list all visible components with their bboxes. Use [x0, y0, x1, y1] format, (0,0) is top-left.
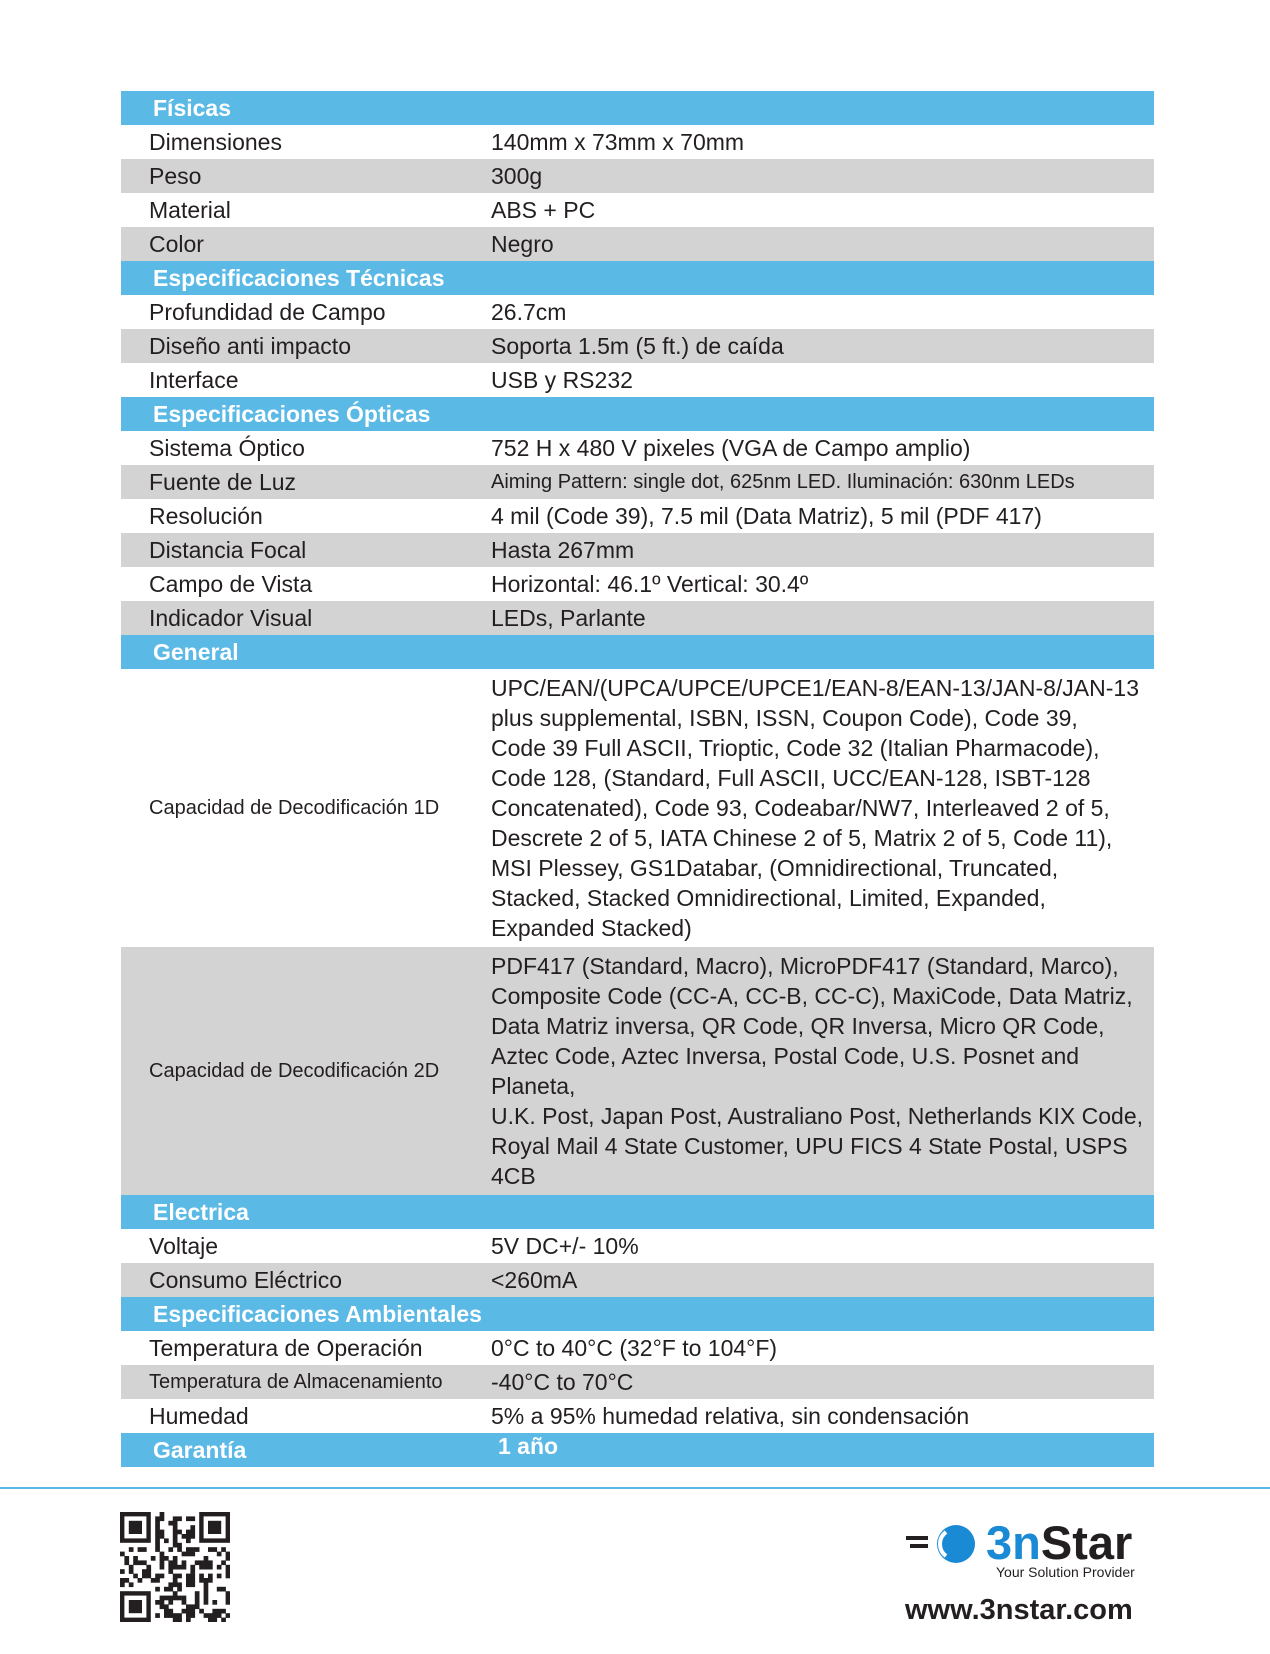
spec-row [121, 295, 1154, 329]
brand-logo [906, 1504, 1156, 1589]
footer-divider [0, 1487, 1270, 1489]
spec-label: Diseño anti impacto [149, 333, 351, 359]
section-value: 1 año [498, 1433, 559, 1459]
spec-value-line: Composite Code (CC-A, CC-B, CC-C), MaxiCode, Data Matriz, [491, 983, 1133, 1009]
spec-value-line: Descrete 2 of 5, IATA Chinese 2 of 5, Matrix 2 of 5, Code 11), [491, 825, 1113, 851]
brand-mark-icon [906, 1512, 975, 1576]
spec-value: 26.7cm [491, 299, 567, 325]
spec-value: 140mm x 73mm x 70mm [491, 129, 745, 155]
spec-value [471, 669, 1154, 947]
spec-value-line: Code 39 Full ASCII, Trioptic, Code 32 (Italian Pharmacode), [491, 735, 1100, 761]
spec-row [121, 193, 1154, 227]
spec-value-line: plus supplemental, ISBN, ISSN, Coupon Code), Code 39, [491, 705, 1078, 731]
spec-value: Hasta 267mm [491, 537, 635, 563]
spec-label: Resolución [149, 503, 263, 529]
section-header-fisicas [121, 91, 1154, 125]
spec-row [121, 1331, 1154, 1365]
section-title: Garantía [153, 1437, 247, 1463]
section-header-general [121, 635, 1154, 669]
spec-row [121, 601, 1154, 635]
spec-label: Voltaje [149, 1233, 219, 1259]
spec-value [471, 947, 1154, 1195]
spec-value: 752 H x 480 V pixeles (VGA de Campo amplio) [491, 435, 971, 461]
section-header-electrica [121, 1195, 1154, 1229]
spec-value: 5V DC+/- 10% [491, 1233, 639, 1259]
section-title: General [153, 639, 239, 665]
spec-value: Negro [491, 231, 554, 257]
spec-label: Color [149, 231, 204, 257]
section-title: Especificaciones Ambientales [153, 1301, 482, 1327]
spec-value-line: Expanded Stacked) [491, 915, 692, 941]
spec-label: Sistema Óptico [149, 435, 305, 461]
section-title: Físicas [153, 95, 231, 121]
spec-value-line: Code 128, (Standard, Full ASCII, UCC/EAN-128, ISBT-128 [491, 765, 1091, 791]
spec-value-line: Concatenated), Code 93, Codeabar/NW7, Interleaved 2 of 5, [491, 795, 1110, 821]
spec-value-line: MSI Plessey, GS1Databar, (Omnidirectional, Truncated, [491, 855, 1059, 881]
spec-row [121, 533, 1154, 567]
spec-row [121, 159, 1154, 193]
spec-row [121, 1399, 1154, 1433]
spec-table [121, 91, 1154, 1467]
spec-value: <260mA [491, 1267, 578, 1293]
section-header-especificaciones-ambientales [121, 1297, 1154, 1331]
spec-label: Consumo Eléctrico [149, 1267, 343, 1293]
spec-row [121, 431, 1154, 465]
spec-label: Campo de Vista [149, 571, 313, 597]
section-header-especificaciones-tecnicas [121, 261, 1154, 295]
spec-value-line: PDF417 (Standard, Macro), MicroPDF417 (Standard, Marco), [491, 953, 1119, 979]
spec-row [121, 465, 1154, 499]
spec-label: Profundidad de Campo [149, 299, 386, 325]
section-title: Especificaciones Técnicas [153, 265, 445, 291]
spec-value: 300g [491, 163, 543, 189]
spec-label: Fuente de Luz [149, 469, 297, 495]
spec-value-line: Data Matriz inversa, QR Code, QR Inversa, Micro QR Code, [491, 1013, 1105, 1039]
spec-label: Distancia Focal [149, 537, 307, 563]
spec-label: Material [149, 197, 231, 223]
spec-row [121, 947, 1154, 1195]
brand-tagline: Your Solution Provider [996, 1564, 1135, 1580]
spec-value-line: UPC/EAN/(UPCA/UPCE/UPCE1/EAN-8/EAN-13/JAN-8/JAN-13 [491, 675, 1139, 701]
spec-value: -40°C to 70°C [491, 1369, 634, 1395]
spec-label: Humedad [149, 1403, 249, 1429]
spec-value: Aiming Pattern: single dot, 625nm LED. Iluminación: 630nm LEDs [491, 471, 1075, 493]
svg-text:3nStar: 3nStar [986, 1516, 1133, 1569]
spec-row [121, 227, 1154, 261]
spec-value: Horizontal: 46.1º Vertical: 30.4º [491, 571, 809, 597]
spec-row [121, 567, 1154, 601]
spec-label: Indicador Visual [149, 605, 313, 631]
spec-row [121, 669, 1154, 947]
section-header-especificaciones-opticas [121, 397, 1154, 431]
spec-value: 0°C to 40°C (32°F to 104°F) [491, 1335, 778, 1361]
spec-value: 5% a 95% humedad relativa, sin condensación [491, 1403, 970, 1429]
spec-row [121, 1365, 1154, 1399]
spec-row [121, 499, 1154, 533]
qr-code-icon [120, 1512, 230, 1627]
spec-label: Capacidad de Decodificación 1D [149, 797, 440, 819]
spec-row [121, 1229, 1154, 1263]
brand-name: 3nStar [906, 1504, 909, 1505]
spec-value-line: Stacked, Stacked Omnidirectional, Limited, Expanded, [491, 885, 1046, 911]
spec-label: Interface [149, 367, 239, 393]
website-url[interactable]: www.3nstar.com [905, 1594, 1133, 1626]
section-title: Electrica [153, 1199, 249, 1225]
spec-value: ABS + PC [491, 197, 596, 223]
spec-row [121, 125, 1154, 159]
spec-value-line: U.K. Post, Japan Post, Australiano Post, Netherlands KIX Code, [491, 1103, 1144, 1129]
spec-row [121, 1263, 1154, 1297]
spec-label: Temperatura de Almacenamiento [149, 1371, 443, 1393]
section-header-garantia [121, 1433, 1154, 1467]
spec-row [121, 329, 1154, 363]
spec-value-line: Aztec Code, Aztec Inversa, Postal Code, U.S. Posnet and Planeta, [491, 1043, 1080, 1099]
spec-value: 4 mil (Code 39), 7.5 mil (Data Matriz), 5 mil (PDF 417) [491, 503, 1042, 529]
spec-value: LEDs, Parlante [491, 605, 646, 631]
spec-label: Peso [149, 163, 202, 189]
spec-row [121, 363, 1154, 397]
spec-value: Soporta 1.5m (5 ft.) de caída [491, 333, 784, 359]
spec-label: Capacidad de Decodificación 2D [149, 1060, 440, 1082]
spec-label: Temperatura de Operación [149, 1335, 423, 1361]
spec-value-line: Royal Mail 4 State Customer, UPU FICS 4 State Postal, USPS 4CB [491, 1133, 1128, 1189]
spec-value: USB y RS232 [491, 367, 633, 393]
section-title: Especificaciones Ópticas [153, 401, 431, 427]
spec-label: Dimensiones [149, 129, 282, 155]
